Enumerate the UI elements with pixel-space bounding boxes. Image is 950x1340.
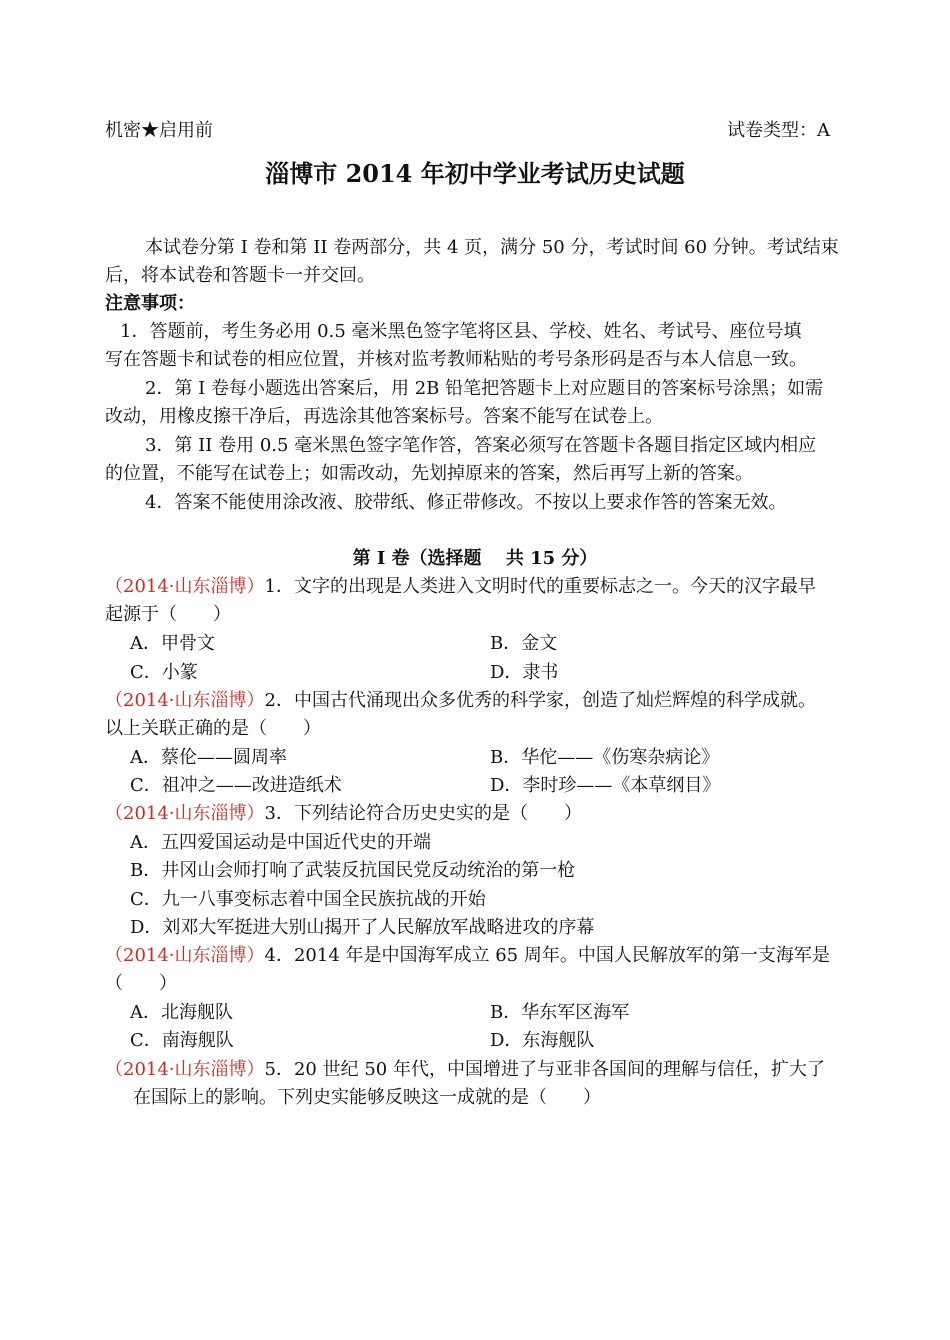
- option-c: C．小篆: [130, 662, 198, 683]
- note-line: 改动，用橡皮擦干净后，再选涂其他答案标号。答案不能写在试卷上。: [105, 406, 663, 427]
- option-d: D．刘邓大军挺进大别山揭开了人民解放军战略进攻的序幕: [130, 917, 595, 938]
- question-source: （2014·山东淄博）: [105, 945, 265, 966]
- paper-type-label: 试卷类型：A: [727, 120, 830, 141]
- note-line: 写在答题卡和试卷的相应位置，并核对监考教师粘贴的考号条形码是否与本人信息一致。: [105, 349, 807, 370]
- question-5-stem: [105, 1056, 825, 1084]
- option-a: A．北海舰队: [130, 1002, 233, 1023]
- notes-heading: 注意事项：: [105, 293, 195, 314]
- question-text: 4．2014 年是中国海军成立 65 周年。中国人民解放军的第一支海军是: [264, 945, 830, 966]
- option-d: D．东海舰队: [490, 1030, 595, 1051]
- page-title: 淄博市 2014 年初中学业考试历史试题: [265, 159, 685, 188]
- option-b: B．金文: [490, 633, 558, 654]
- question-1-stem: [105, 573, 816, 601]
- confidential-label: 机密★启用前: [105, 120, 213, 141]
- option-d: D．隶书: [490, 662, 559, 683]
- question-2-stem: [105, 687, 816, 715]
- option-c: C．祖冲之——改进造纸术: [130, 775, 342, 796]
- question-text: 1．文字的出现是人类进入文明时代的重要标志之一。今天的汉字最早: [264, 576, 816, 597]
- question-text: 3．下列结论符合历史史实的是（ ）: [264, 803, 582, 824]
- option-a: A．甲骨文: [130, 633, 215, 654]
- option-b: B．华佗——《伤寒杂病论》: [490, 747, 720, 768]
- option-c: C．九一八事变标志着中国全民族抗战的开始: [130, 889, 486, 910]
- section-title: 第 I 卷（选择题 共 15 分）: [352, 548, 598, 569]
- option-a: A．蔡伦——圆周率: [130, 747, 287, 768]
- question-5-stem-cont: 在国际上的影响。下列史实能够反映这一成就的是（ ）: [133, 1087, 601, 1108]
- option-d: D．李时珍——《本草纲目》: [490, 775, 721, 796]
- question-text: 2．中国古代涌现出众多优秀的科学家，创造了灿烂辉煌的科学成就。: [264, 690, 816, 711]
- note-line: 3．第 II 卷用 0.5 毫米黑色签字笔作答，答案必须写在答题卡各题目指定区域内相应: [145, 435, 817, 456]
- question-4-stem: [105, 942, 830, 970]
- question-1-stem-cont: 起源于（ ）: [105, 604, 231, 625]
- question-source: （2014·山东淄博）: [105, 1059, 265, 1080]
- question-source: （2014·山东淄博）: [105, 576, 265, 597]
- note-line: 1．答题前，考生务必用 0.5 毫米黑色签字笔将区县、学校、姓名、考试号、座位号填: [120, 321, 802, 342]
- note-line: 的位置，不能写在试卷上；如需改动，先划掉原来的答案，然后再写上新的答案。: [105, 463, 753, 484]
- question-2-stem-cont: 以上关联正确的是（ ）: [105, 718, 321, 739]
- intro-line-2: 后，将本试卷和答题卡一并交回。: [105, 265, 375, 286]
- note-line: 2．第 I 卷每小题选出答案后，用 2B 铅笔把答题卡上对应题目的答案标号涂黑；如需: [145, 378, 824, 399]
- question-text: 5．20 世纪 50 年代，中国增进了与亚非各国间的理解与信任，扩大了: [264, 1059, 825, 1080]
- question-4-stem-cont: （ ）: [105, 973, 177, 994]
- question-source: （2014·山东淄博）: [105, 690, 265, 711]
- option-b: B．华东军区海军: [490, 1002, 630, 1023]
- option-a: A．五四爱国运动是中国近代史的开端: [130, 832, 431, 853]
- note-line: 4．答案不能使用涂改液、胶带纸、修正带修改。不按以上要求作答的答案无效。: [145, 492, 787, 513]
- question-3-stem: [105, 800, 582, 828]
- option-c: C．南海舰队: [130, 1030, 234, 1051]
- intro-line-1: 本试卷分第 I 卷和第 II 卷两部分，共 4 页，满分 50 分，考试时间 60 分钟。考试结束: [145, 237, 839, 258]
- question-source: （2014·山东淄博）: [105, 803, 265, 824]
- option-b: B．井冈山会师打响了武装反抗国民党反动统治的第一枪: [130, 860, 576, 881]
